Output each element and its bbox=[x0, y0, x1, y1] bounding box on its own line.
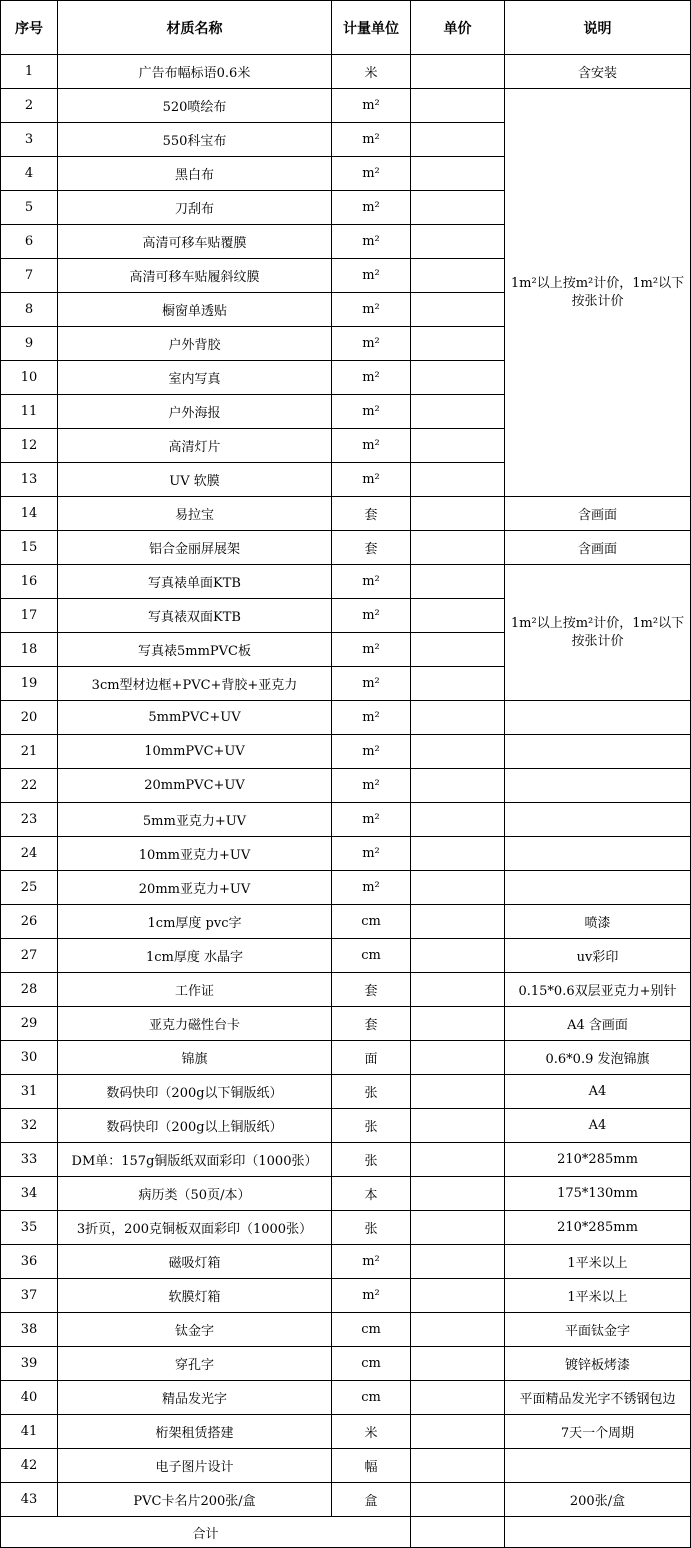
cell-price bbox=[411, 1483, 505, 1517]
cell-index: 37 bbox=[1, 1279, 58, 1313]
cell-price bbox=[411, 1347, 505, 1381]
cell-unit: m² bbox=[332, 633, 411, 667]
total-row bbox=[1, 1517, 691, 1548]
cell-index: 36 bbox=[1, 1245, 58, 1279]
cell-index: 13 bbox=[1, 463, 58, 497]
cell-unit: 盒 bbox=[332, 1483, 411, 1517]
cell-unit: 幅 bbox=[332, 1449, 411, 1483]
cell-price bbox=[411, 1381, 505, 1415]
cell-note: uv彩印 bbox=[505, 939, 691, 973]
cell-index: 5 bbox=[1, 191, 58, 225]
cell-note: 200张/盒 bbox=[505, 1483, 691, 1517]
cell-index: 33 bbox=[1, 1143, 58, 1177]
table-row bbox=[1, 1109, 691, 1143]
cell-price bbox=[411, 1177, 505, 1211]
cell-unit: m² bbox=[332, 157, 411, 191]
cell-note: 175*130mm bbox=[505, 1177, 691, 1211]
cell-price bbox=[411, 633, 505, 667]
cell-price bbox=[411, 871, 505, 905]
cell-index: 25 bbox=[1, 871, 58, 905]
cell-index: 11 bbox=[1, 395, 58, 429]
cell-index: 26 bbox=[1, 905, 58, 939]
cell-price bbox=[411, 191, 505, 225]
cell-name: 室内写真 bbox=[58, 361, 332, 395]
cell-unit: 套 bbox=[332, 1007, 411, 1041]
cell-price bbox=[411, 259, 505, 293]
cell-name: 20mm亚克力+UV bbox=[58, 871, 332, 905]
cell-price bbox=[411, 769, 505, 803]
cell-note: 平面精品发光字不锈钢包边 bbox=[505, 1381, 691, 1415]
cell-note bbox=[505, 735, 691, 769]
cell-index: 30 bbox=[1, 1041, 58, 1075]
cell-index: 20 bbox=[1, 701, 58, 735]
cell-unit: m² bbox=[332, 701, 411, 735]
cell-unit: m² bbox=[332, 667, 411, 701]
cell-price bbox=[411, 463, 505, 497]
cell-unit: m² bbox=[332, 191, 411, 225]
cell-unit: m² bbox=[332, 803, 411, 837]
cell-price bbox=[411, 429, 505, 463]
table-row bbox=[1, 1007, 691, 1041]
table-row bbox=[1, 1211, 691, 1245]
cell-unit: m² bbox=[332, 463, 411, 497]
total-label: 合计 bbox=[1, 1517, 411, 1548]
cell-index: 42 bbox=[1, 1449, 58, 1483]
cell-price bbox=[411, 1279, 505, 1313]
cell-note: A4 含画面 bbox=[505, 1007, 691, 1041]
cell-price bbox=[411, 667, 505, 701]
cell-price bbox=[411, 1075, 505, 1109]
cell-index: 14 bbox=[1, 497, 58, 531]
cell-note: 1平米以上 bbox=[505, 1245, 691, 1279]
cell-unit: m² bbox=[332, 361, 411, 395]
cell-unit: 套 bbox=[332, 497, 411, 531]
cell-index: 8 bbox=[1, 293, 58, 327]
table-row bbox=[1, 565, 691, 599]
cell-index: 1 bbox=[1, 55, 58, 89]
cell-name: 高清可移车贴覆膜 bbox=[58, 225, 332, 259]
cell-unit: m² bbox=[332, 395, 411, 429]
cell-unit: 张 bbox=[332, 1075, 411, 1109]
cell-name: 病历类（50页/本） bbox=[58, 1177, 332, 1211]
table-row bbox=[1, 837, 691, 871]
cell-index: 34 bbox=[1, 1177, 58, 1211]
cell-name: 写真裱单面KTB bbox=[58, 565, 332, 599]
cell-note: 含安装 bbox=[505, 55, 691, 89]
cell-name: 钛金字 bbox=[58, 1313, 332, 1347]
cell-name: 10mm亚克力+UV bbox=[58, 837, 332, 871]
table-row bbox=[1, 1415, 691, 1449]
header-price: 单价 bbox=[411, 1, 505, 55]
cell-note: A4 bbox=[505, 1075, 691, 1109]
cell-note: 0.6*0.9 发泡锦旗 bbox=[505, 1041, 691, 1075]
cell-name: DM单：157g铜版纸双面彩印（1000张） bbox=[58, 1143, 332, 1177]
cell-index: 7 bbox=[1, 259, 58, 293]
cell-name: 3折页，200克铜板双面彩印（1000张） bbox=[58, 1211, 332, 1245]
table-row bbox=[1, 531, 691, 565]
cell-name: 亚克力磁性台卡 bbox=[58, 1007, 332, 1041]
cell-price bbox=[411, 599, 505, 633]
cell-note: 210*285mm bbox=[505, 1211, 691, 1245]
cell-unit: cm bbox=[332, 1347, 411, 1381]
cell-note: 210*285mm bbox=[505, 1143, 691, 1177]
cell-price bbox=[411, 1143, 505, 1177]
cell-index: 15 bbox=[1, 531, 58, 565]
cell-index: 24 bbox=[1, 837, 58, 871]
cell-name: 电子图片设计 bbox=[58, 1449, 332, 1483]
cell-unit: m² bbox=[332, 225, 411, 259]
table-row bbox=[1, 803, 691, 837]
cell-unit: m² bbox=[332, 565, 411, 599]
cell-note bbox=[505, 803, 691, 837]
cell-price bbox=[411, 939, 505, 973]
cell-name: 工作证 bbox=[58, 973, 332, 1007]
cell-price bbox=[411, 327, 505, 361]
cell-unit: m² bbox=[332, 837, 411, 871]
table-row bbox=[1, 89, 691, 123]
cell-note bbox=[505, 701, 691, 735]
cell-unit: 米 bbox=[332, 1415, 411, 1449]
cell-price bbox=[411, 701, 505, 735]
table-row bbox=[1, 1041, 691, 1075]
cell-note bbox=[505, 1449, 691, 1483]
cell-price bbox=[411, 293, 505, 327]
cell-note: 镀锌板烤漆 bbox=[505, 1347, 691, 1381]
cell-index: 18 bbox=[1, 633, 58, 667]
cell-unit: cm bbox=[332, 905, 411, 939]
cell-note bbox=[505, 837, 691, 871]
cell-price bbox=[411, 361, 505, 395]
table-row bbox=[1, 1143, 691, 1177]
cell-index: 16 bbox=[1, 565, 58, 599]
table-row bbox=[1, 1449, 691, 1483]
cell-index: 10 bbox=[1, 361, 58, 395]
cell-index: 29 bbox=[1, 1007, 58, 1041]
cell-name: 1cm厚度 pvc字 bbox=[58, 905, 332, 939]
cell-index: 22 bbox=[1, 769, 58, 803]
cell-price bbox=[411, 837, 505, 871]
header-row bbox=[1, 1, 691, 55]
cell-price bbox=[411, 225, 505, 259]
cell-name: 精品发光字 bbox=[58, 1381, 332, 1415]
table-row bbox=[1, 1177, 691, 1211]
cell-index: 39 bbox=[1, 1347, 58, 1381]
cell-index: 12 bbox=[1, 429, 58, 463]
cell-price bbox=[411, 157, 505, 191]
cell-unit: m² bbox=[332, 1245, 411, 1279]
cell-price bbox=[411, 905, 505, 939]
cell-unit: m² bbox=[332, 327, 411, 361]
header-note: 说明 bbox=[505, 1, 691, 55]
cell-unit: m² bbox=[332, 89, 411, 123]
cell-index: 2 bbox=[1, 89, 58, 123]
cell-index: 35 bbox=[1, 1211, 58, 1245]
table-row bbox=[1, 1483, 691, 1517]
cell-note bbox=[505, 871, 691, 905]
cell-unit: m² bbox=[332, 599, 411, 633]
table-row bbox=[1, 939, 691, 973]
cell-name: 户外海报 bbox=[58, 395, 332, 429]
cell-note: 喷漆 bbox=[505, 905, 691, 939]
cell-name: 铝合金丽屏展架 bbox=[58, 531, 332, 565]
cell-unit: m² bbox=[332, 293, 411, 327]
cell-name: 520喷绘布 bbox=[58, 89, 332, 123]
cell-unit: 张 bbox=[332, 1211, 411, 1245]
cell-index: 41 bbox=[1, 1415, 58, 1449]
cell-note bbox=[505, 769, 691, 803]
cell-unit: 套 bbox=[332, 531, 411, 565]
cell-unit: m² bbox=[332, 871, 411, 905]
cell-index: 19 bbox=[1, 667, 58, 701]
cell-name: 户外背胶 bbox=[58, 327, 332, 361]
cell-index: 32 bbox=[1, 1109, 58, 1143]
cell-unit: m² bbox=[332, 735, 411, 769]
cell-name: 10mmPVC+UV bbox=[58, 735, 332, 769]
cell-note: A4 bbox=[505, 1109, 691, 1143]
cell-name: 数码快印（200g以上铜版纸） bbox=[58, 1109, 332, 1143]
cell-name: 软膜灯箱 bbox=[58, 1279, 332, 1313]
cell-name: PVC卡名片200张/盒 bbox=[58, 1483, 332, 1517]
cell-unit: m² bbox=[332, 259, 411, 293]
header-index: 序号 bbox=[1, 1, 58, 55]
header-name: 材质名称 bbox=[58, 1, 332, 55]
cell-unit: m² bbox=[332, 123, 411, 157]
cell-name: 桁架租赁搭建 bbox=[58, 1415, 332, 1449]
table-row bbox=[1, 905, 691, 939]
table-row bbox=[1, 1313, 691, 1347]
cell-unit: cm bbox=[332, 1381, 411, 1415]
cell-unit: m² bbox=[332, 1279, 411, 1313]
cell-name: 550科宝布 bbox=[58, 123, 332, 157]
cell-name: 广告布幅标语0.6米 bbox=[58, 55, 332, 89]
cell-note: 7天一个周期 bbox=[505, 1415, 691, 1449]
cell-name: 高清灯片 bbox=[58, 429, 332, 463]
cell-price bbox=[411, 123, 505, 157]
cell-note: 0.15*0.6双层亚克力+别针 bbox=[505, 973, 691, 1007]
cell-name: 数码快印（200g以下铜版纸） bbox=[58, 1075, 332, 1109]
cell-index: 43 bbox=[1, 1483, 58, 1517]
cell-price bbox=[411, 497, 505, 531]
cell-price bbox=[411, 1449, 505, 1483]
cell-price bbox=[411, 1007, 505, 1041]
cell-name: 5mm亚克力+UV bbox=[58, 803, 332, 837]
cell-unit: 面 bbox=[332, 1041, 411, 1075]
cell-name: 写真裱5mmPVC板 bbox=[58, 633, 332, 667]
cell-name: 20mmPVC+UV bbox=[58, 769, 332, 803]
cell-price bbox=[411, 803, 505, 837]
table-row bbox=[1, 1347, 691, 1381]
table-row bbox=[1, 701, 691, 735]
cell-index: 4 bbox=[1, 157, 58, 191]
cell-name: 高清可移车贴履斜纹膜 bbox=[58, 259, 332, 293]
table-row bbox=[1, 735, 691, 769]
cell-name: 刀刮布 bbox=[58, 191, 332, 225]
cell-index: 23 bbox=[1, 803, 58, 837]
table-row bbox=[1, 769, 691, 803]
cell-price bbox=[411, 565, 505, 599]
cell-price bbox=[411, 531, 505, 565]
cell-price bbox=[411, 1245, 505, 1279]
cell-price bbox=[411, 89, 505, 123]
cell-unit: 本 bbox=[332, 1177, 411, 1211]
cell-unit: 套 bbox=[332, 973, 411, 1007]
cell-note-merged: 1m²以上按m²计价，1m²以下按张计价 bbox=[505, 565, 691, 701]
table-row bbox=[1, 55, 691, 89]
total-note bbox=[505, 1517, 691, 1548]
cell-price bbox=[411, 1041, 505, 1075]
cell-note: 1平米以上 bbox=[505, 1279, 691, 1313]
cell-name: 1cm厚度 水晶字 bbox=[58, 939, 332, 973]
table-row bbox=[1, 1279, 691, 1313]
cell-name: 易拉宝 bbox=[58, 497, 332, 531]
header-unit: 计量单位 bbox=[332, 1, 411, 55]
cell-name: 橱窗单透贴 bbox=[58, 293, 332, 327]
cell-index: 21 bbox=[1, 735, 58, 769]
cell-name: 写真裱双面KTB bbox=[58, 599, 332, 633]
cell-name: 穿孔字 bbox=[58, 1347, 332, 1381]
cell-note-merged: 1m²以上按m²计价，1m²以下按张计价 bbox=[505, 89, 691, 497]
cell-unit: m² bbox=[332, 769, 411, 803]
cell-index: 38 bbox=[1, 1313, 58, 1347]
cell-price bbox=[411, 395, 505, 429]
cell-index: 9 bbox=[1, 327, 58, 361]
cell-price bbox=[411, 735, 505, 769]
cell-index: 40 bbox=[1, 1381, 58, 1415]
cell-name: 黑白布 bbox=[58, 157, 332, 191]
cell-index: 28 bbox=[1, 973, 58, 1007]
table-row bbox=[1, 1245, 691, 1279]
cell-index: 31 bbox=[1, 1075, 58, 1109]
table-row bbox=[1, 497, 691, 531]
cell-note: 平面钛金字 bbox=[505, 1313, 691, 1347]
cell-price bbox=[411, 1211, 505, 1245]
cell-index: 17 bbox=[1, 599, 58, 633]
table-row bbox=[1, 1075, 691, 1109]
cell-name: 5mmPVC+UV bbox=[58, 701, 332, 735]
cell-unit: cm bbox=[332, 939, 411, 973]
cell-price bbox=[411, 1313, 505, 1347]
table-row bbox=[1, 871, 691, 905]
cell-name: UV 软膜 bbox=[58, 463, 332, 497]
table-body bbox=[1, 55, 691, 1548]
cell-unit: cm bbox=[332, 1313, 411, 1347]
cell-price bbox=[411, 55, 505, 89]
cell-price bbox=[411, 973, 505, 1007]
cell-price bbox=[411, 1109, 505, 1143]
cell-unit: 米 bbox=[332, 55, 411, 89]
table-row bbox=[1, 973, 691, 1007]
cell-unit: m² bbox=[332, 429, 411, 463]
cell-price bbox=[411, 1415, 505, 1449]
total-price bbox=[411, 1517, 505, 1548]
cell-note: 含画面 bbox=[505, 497, 691, 531]
table-row bbox=[1, 1381, 691, 1415]
cell-index: 27 bbox=[1, 939, 58, 973]
cell-unit: 张 bbox=[332, 1143, 411, 1177]
cell-name: 3cm型材边框+PVC+背胶+亚克力 bbox=[58, 667, 332, 701]
cell-name: 磁吸灯箱 bbox=[58, 1245, 332, 1279]
cell-index: 6 bbox=[1, 225, 58, 259]
cell-unit: 张 bbox=[332, 1109, 411, 1143]
cell-note: 含画面 bbox=[505, 531, 691, 565]
cell-name: 锦旗 bbox=[58, 1041, 332, 1075]
cell-index: 3 bbox=[1, 123, 58, 157]
